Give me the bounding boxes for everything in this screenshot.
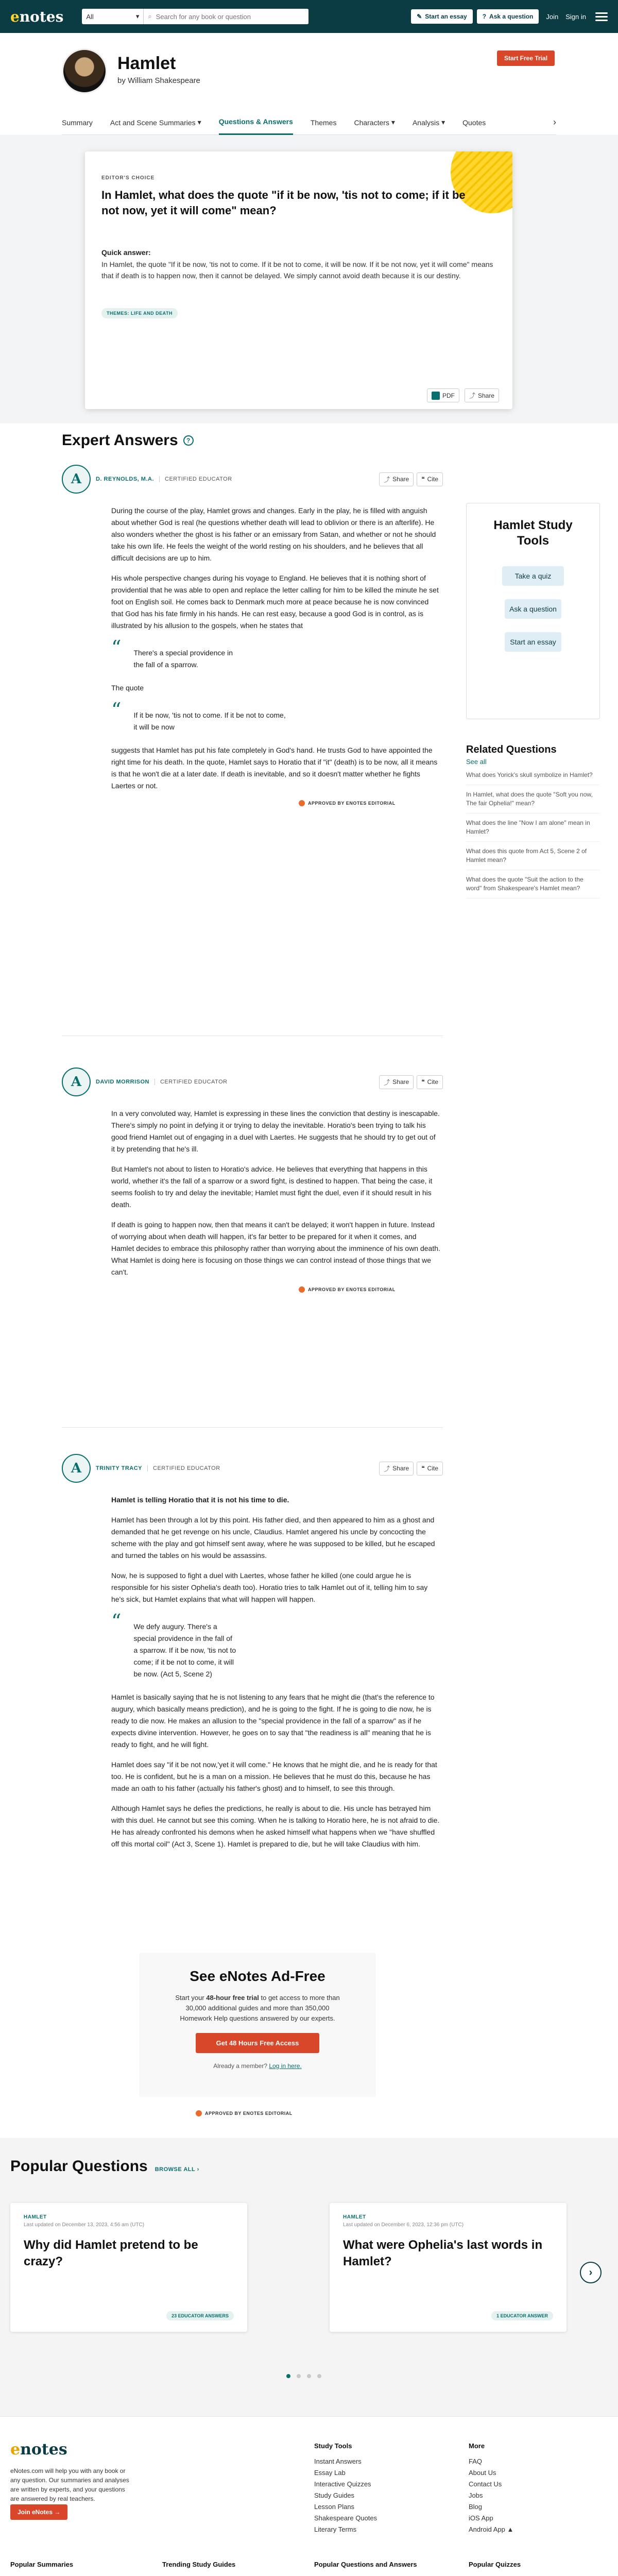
help-icon[interactable]: ? — [183, 435, 194, 446]
book-title: Hamlet — [117, 54, 176, 73]
approved-badge: APPROVED BY ENOTES EDITORIAL — [299, 1286, 443, 1293]
answer-lead: Hamlet is telling Horatio that it is not his time to die. — [111, 1496, 289, 1504]
footer-link[interactable]: Jobs — [469, 2492, 483, 2499]
study-tools-title: Hamlet Study Tools — [493, 518, 573, 548]
related-question-link[interactable]: What does this quote from Act 5, Scene 2 of Hamlet mean? — [466, 842, 600, 870]
educator-avatar: A — [62, 1067, 91, 1096]
footer-link[interactable]: Instant Answers — [314, 2458, 362, 2465]
footer-link[interactable]: Blog — [469, 2503, 483, 2511]
ask-question-button[interactable]: Ask a question — [505, 599, 561, 619]
ad-free-promo — [139, 1953, 376, 2097]
footer-link[interactable]: Literary Terms — [314, 2526, 357, 2533]
chevron-down-icon: ▾ — [441, 118, 445, 126]
share-button[interactable]: ⤴ Share — [379, 472, 414, 486]
carousel-dot[interactable] — [317, 2374, 321, 2378]
popular-question-card[interactable]: HAMLET Last updated on December 6, 2023, 12:36 pm (UTC) What were Ophelia's last words in Hamlet? 1 EDUCATOR ANSWER — [330, 2203, 566, 2332]
quote-icon: ❝ — [421, 1465, 425, 1472]
share-icon: ⤴ — [384, 1465, 390, 1472]
study-tools-panel — [466, 503, 600, 719]
arrow-right-icon: → — [54, 2509, 61, 2516]
start-essay-button[interactable]: Start an essay — [505, 632, 561, 652]
footer-popular-qa: Popular Questions and Answers — [314, 2559, 448, 2576]
answer-paragraph: suggests that Hamlet has put his fate completely in God's hand. He trusts God to have appointed the right time for his death. In the quote, Hamlet says to Horatio that if "it" (death) is to be now, all it means is that he won't die at a later date. If death is inevitable, and so it doesn't matter whether he fights Laertes or not. — [111, 746, 438, 790]
start-essay-button[interactable]: ✎ Start an essay — [411, 9, 472, 24]
chevron-right-icon[interactable]: › — [553, 117, 556, 127]
approved-badge: APPROVED BY ENOTES EDITORIAL — [299, 800, 443, 806]
footer-logo[interactable]: enotes — [10, 2441, 67, 2459]
footer-link[interactable]: FAQ — [469, 2458, 483, 2465]
search-icon: ⌕ — [148, 12, 152, 20]
educator-name[interactable]: D. REYNOLDS, M.A. — [96, 476, 154, 482]
footer-more: More FAQ About Us Contact Us Jobs Blog iOS App Android App ▲ — [469, 2441, 513, 2535]
answer-paragraph: In a very convoluted way, Hamlet is expressing in these lines the conviction that destiny is inescapable. There's simply no point in defying it or trying to delay the inevitable. Horatio's been trying to talk his good friend Hamlet out of engaging in a duel with Laertes. He suggests that he should try to get out of it by pretending that he's ill. — [111, 1109, 440, 1153]
answer-paragraph: Hamlet has been through a lot by this point. His father died, and then appeared to him as a ghost and demanded that he get revenge on his uncle, Claudius. Hamlet angered his uncle by concocting the scheme with the play and got himself sent away, where he was supposed to be killed, but he escaped and turned the tables on his would be assassins. — [111, 1516, 435, 1560]
related-question-link[interactable]: In Hamlet, what does the quote "Soft you now, The fair Ophelia!" mean? — [466, 785, 600, 814]
carousel-dot[interactable] — [286, 2374, 290, 2378]
footer-link[interactable]: About Us — [469, 2469, 496, 2477]
approved-badge: APPROVED BY ENOTES EDITORIAL — [196, 2110, 293, 2116]
editors-choice-label: EDITOR'S CHOICE — [101, 175, 155, 181]
chevron-right-icon: › — [197, 2166, 199, 2173]
join-enotes-button[interactable]: Join eNotes → — [10, 2504, 67, 2520]
footer-popular-summaries: Popular Summaries — [10, 2559, 144, 2576]
search-bar — [82, 9, 308, 24]
cite-button[interactable]: ❝ Cite — [417, 1075, 443, 1089]
enotes-seal-icon — [196, 2110, 202, 2116]
answer-body — [111, 505, 441, 792]
tab-quotes[interactable]: Quotes — [462, 118, 486, 127]
quote-icon: “ — [111, 1610, 122, 1633]
share-button[interactable]: ⤴ Share — [379, 1462, 414, 1476]
take-quiz-button[interactable]: Take a quiz — [502, 566, 564, 586]
answer-paragraph: His whole perspective changes during his voyage to England. He believes that it is nothing short of providential that he was able to open and replace the letter calling for him to be killed the minute he set foot on English soil. He comes back to Denmark much more at peace because he is now convinced that God has his fate firmly in his hands. He can rest easy, because a good God is in control, as is illustrated by his allusion to the gospels, when he states that — [111, 574, 439, 630]
footer-link[interactable]: Interactive Quizzes — [314, 2480, 371, 2488]
free-access-button[interactable]: Get 48 Hours Free Access — [196, 2033, 320, 2053]
answer-paragraph: Hamlet is basically saying that he is not listening to any fears that he might die (that's the reference to augury, which basically means prediction), and he is going to the fight. If he is going to die now, he is ready to die now. He makes an allusion to the "special providence in the fall of a sparrow" as if he expects divine intervention. However, he goes on to say that "the readiness is all" meaning that he is ready to fight, and he will fight. — [111, 1693, 435, 1749]
footer-link[interactable]: Android App ▲ — [469, 2526, 514, 2533]
pdf-button[interactable]: PDF — [427, 388, 459, 402]
footer-trending-guides: Trending Study Guides — [162, 2559, 296, 2576]
answer-paragraph: If death is going to happen now, then that means it can't be delayed; it won't happen in future. Instead of worrying about when death will happen, it's far better to be prepared for it when it comes, and Hamlet decides to embrace this philosophy rather than worrying about the imminence of his own death. What Hamlet is doing here is focusing on those things we can control instead of those things that we can't. — [111, 1221, 440, 1276]
pdf-icon — [432, 392, 440, 400]
educator-name[interactable]: TRINITY TRACY — [96, 1465, 143, 1471]
cite-button[interactable]: ❝ Cite — [417, 472, 443, 486]
answer-paragraph: Although Hamlet says he defies the predictions, he really is about to die. His uncle has betrayed him with this duel. He cannot but see this coming. When he is talking to Horatio here, he is not afraid to die. He has already confronted his demons when he asked himself what happens when we "have shuffled off this mortal coil" (Act 3, Scene 1). Hamlet is prepared to die, but he will take Claudius with him. — [111, 1804, 440, 1848]
educator-name[interactable]: DAVID MORRISON — [96, 1079, 149, 1085]
footer — [0, 2416, 618, 2576]
footer-popular-quizzes: Popular Quizzes — [469, 2559, 608, 2576]
footer-description: eNotes.com will help you with any book or any question. Our summaries and analyses are written by experts, and your questions are answered by real teachers. — [10, 2467, 129, 2502]
see-all-link[interactable]: See all — [466, 758, 487, 766]
related-question-link[interactable]: What does the quote "Suit the action to the word" from Shakespeare's Hamlet mean? — [466, 870, 600, 899]
educator-role: CERTIFIED EDUCATOR — [159, 476, 232, 482]
sign-in-link[interactable]: Sign in — [565, 12, 586, 21]
start-free-trial-button[interactable]: Start Free Trial — [497, 50, 555, 66]
quote-icon: “ — [111, 636, 122, 659]
footer-study-tools: Study Tools Instant Answers Essay Lab Interactive Quizzes Study Guides Lesson Plans Shakespeare Quotes Literary Terms — [314, 2441, 377, 2535]
footer-link[interactable]: iOS App — [469, 2514, 493, 2522]
divider — [62, 1427, 443, 1428]
related-questions — [466, 744, 600, 899]
chevron-down-icon: ▾ — [197, 118, 201, 126]
share-icon: ⤴ — [384, 1078, 390, 1086]
carousel-next-button[interactable] — [580, 2262, 602, 2283]
enotes-seal-icon — [299, 1286, 305, 1293]
share-icon: ⤴ — [384, 476, 390, 483]
answer-card — [62, 1453, 443, 1858]
search-category-select[interactable]: All ▾ — [82, 9, 144, 24]
footer-link[interactable]: Study Guides — [314, 2492, 355, 2499]
answer-body — [111, 1108, 441, 1278]
popular-questions-heading: Popular Questions BROWSE ALL › — [10, 2158, 199, 2175]
carousel-dots — [286, 2374, 321, 2378]
editors-choice-question: In Hamlet, what does the quote "if it be now, 'tis not to come; if it be not now, yet it will come" mean? — [101, 189, 466, 217]
block-quote: “ If it be now, 'tis not to come. If it be not to come, it will be now — [111, 702, 441, 733]
enotes-seal-icon — [299, 800, 305, 806]
related-question-link[interactable]: What does the line "Now I am alone" mean in Hamlet? — [466, 814, 600, 842]
quote-icon: ❝ — [421, 476, 425, 483]
expert-answers-heading: Expert Answers ? — [62, 432, 194, 449]
editors-choice-card — [85, 151, 512, 409]
footer-link[interactable]: Shakespeare Quotes — [314, 2514, 377, 2522]
tab-characters[interactable]: Characters ▾ — [354, 118, 395, 127]
share-button[interactable]: ⤴ Share — [465, 388, 499, 402]
theme-tag[interactable]: THEMES: LIFE AND DEATH — [101, 308, 178, 318]
answer-card — [62, 464, 443, 806]
chevron-down-icon: ▾ — [135, 12, 140, 20]
footer-link[interactable]: Contact Us — [469, 2480, 502, 2488]
chevron-right-icon: › — [589, 2266, 593, 2278]
quote-icon: ❝ — [421, 1078, 425, 1086]
educator-role: CERTIFIED EDUCATOR — [154, 1079, 228, 1085]
carousel-dot[interactable] — [307, 2374, 311, 2378]
block-quote: “ We defy augury. There's a special providence in the fall of a sparrow. If it be now, 'tis not to come; if it be not to come, it will be now. (Act 5, Scene 2) — [111, 1614, 441, 1680]
section-tabs — [62, 110, 556, 135]
quick-answer-text: In Hamlet, the quote "If it be now, 'tis not to come. If it be not to come, it will be now. If it be not now, yet it will come" means that if death is to happen now, then it cannot be delayed. We simply cannot avoid death because it is our destiny. — [101, 260, 493, 280]
tab-analysis[interactable]: Analysis ▾ — [412, 118, 445, 127]
ad-free-title: See eNotes Ad-Free — [190, 1968, 325, 1984]
member-login: Already a member? Log in here. — [213, 2062, 302, 2070]
footer-link[interactable]: Lesson Plans — [314, 2503, 355, 2511]
carousel-dot[interactable] — [297, 2374, 301, 2378]
answer-paragraph: During the course of the play, Hamlet grows and changes. Early in the play, he is filled with anguish about whether God is real (he questions whether death will lead to oblivion or there is an afterlife). He also wonders whether the ghost is his father or an emissary from Satan, and whether or not he should take his own life. He feels the weight of the world resting on his shoulders, and he believes that all difficult decisions are up to him. — [111, 506, 436, 562]
chevron-down-icon: ▾ — [391, 118, 395, 126]
related-question-link[interactable]: What does Yorick's skull symbolize in Hamlet? — [466, 766, 600, 785]
educator-role: CERTIFIED EDUCATOR — [147, 1465, 220, 1471]
book-cover-image — [62, 48, 107, 94]
pencil-icon: ✎ — [417, 13, 422, 20]
share-icon: ⤴ — [469, 392, 475, 399]
join-link[interactable]: Join — [546, 12, 559, 21]
enotes-logo[interactable]: enotes — [10, 8, 64, 25]
tab-themes[interactable]: Themes — [310, 118, 337, 127]
related-title: Related Questions — [466, 744, 557, 755]
cite-button[interactable]: ❝ Cite — [417, 1462, 443, 1476]
answer-paragraph: Hamlet does say "if it be not now,'yet it will come." He knows that he might die, and he is ready for that too. He is confident, but he is a man on a mission. He believes that he must do this, because he has made an oath to his father (actually his father's ghost) and to himself, to see this through. — [111, 1760, 437, 1792]
answer-body — [111, 1494, 441, 1850]
login-link[interactable]: Log in here. — [269, 2062, 302, 2070]
top-navigation — [0, 0, 618, 33]
educator-avatar: A — [62, 1454, 91, 1483]
answer-paragraph: Now, he is supposed to fight a duel with Laertes, whose father he killed (one could argue he is responsible for his sister Ophelia's death too). Horatio tries to talk Hamlet out of it, telling him to say he's sick, but Hamlet explains that what will happen will happen. — [111, 1571, 428, 1603]
book-header — [0, 33, 618, 110]
ad-free-text: Start your 48-hour free trial to get access to more than 30,000 additional guides and more than 350,000 Homework Help questions answered by our experts. — [175, 1994, 340, 2022]
android-icon: ▲ — [507, 2526, 514, 2533]
answer-card — [62, 1066, 443, 1293]
tab-summary[interactable]: Summary — [62, 118, 93, 127]
answer-paragraph: But Hamlet's not about to listen to Horatio's advice. He believes that everything that happens in this world, whether it's the fall of a sparrow or a sword fight, is destined to happen. That being the case, it seems foolish to try and delay the inevitable; Hamlet must fight the duel, even if it should result in his death. — [111, 1165, 433, 1209]
popular-question-card[interactable]: HAMLET Last updated on December 13, 2023, 4:56 am (UTC) Why did Hamlet pretend to be crazy? 23 EDUCATOR ANSWERS — [10, 2203, 247, 2332]
tab-act-and-scene[interactable]: Act and Scene Summaries ▾ — [110, 118, 201, 127]
quote-icon: “ — [111, 699, 122, 721]
share-button[interactable]: ⤴ Share — [379, 1075, 414, 1089]
footer-link[interactable]: Essay Lab — [314, 2469, 346, 2477]
educator-avatar: A — [62, 465, 91, 494]
browse-all-link[interactable]: BROWSE ALL › — [154, 2166, 199, 2173]
menu-icon[interactable] — [595, 10, 608, 23]
question-icon: ? — [482, 13, 487, 20]
block-quote: “ There's a special providence in the fall of a sparrow. — [111, 640, 441, 671]
author-link[interactable]: William Shakespeare — [128, 76, 200, 85]
tab-questions-answers[interactable]: Questions & Answers — [219, 110, 293, 135]
ask-question-button[interactable]: ? Ask a question — [477, 9, 539, 24]
book-author: by William Shakespeare — [117, 76, 200, 85]
answer-paragraph: The quote — [111, 684, 144, 692]
quick-answer-label: Quick answer: — [101, 248, 151, 257]
search-input[interactable] — [152, 9, 309, 24]
